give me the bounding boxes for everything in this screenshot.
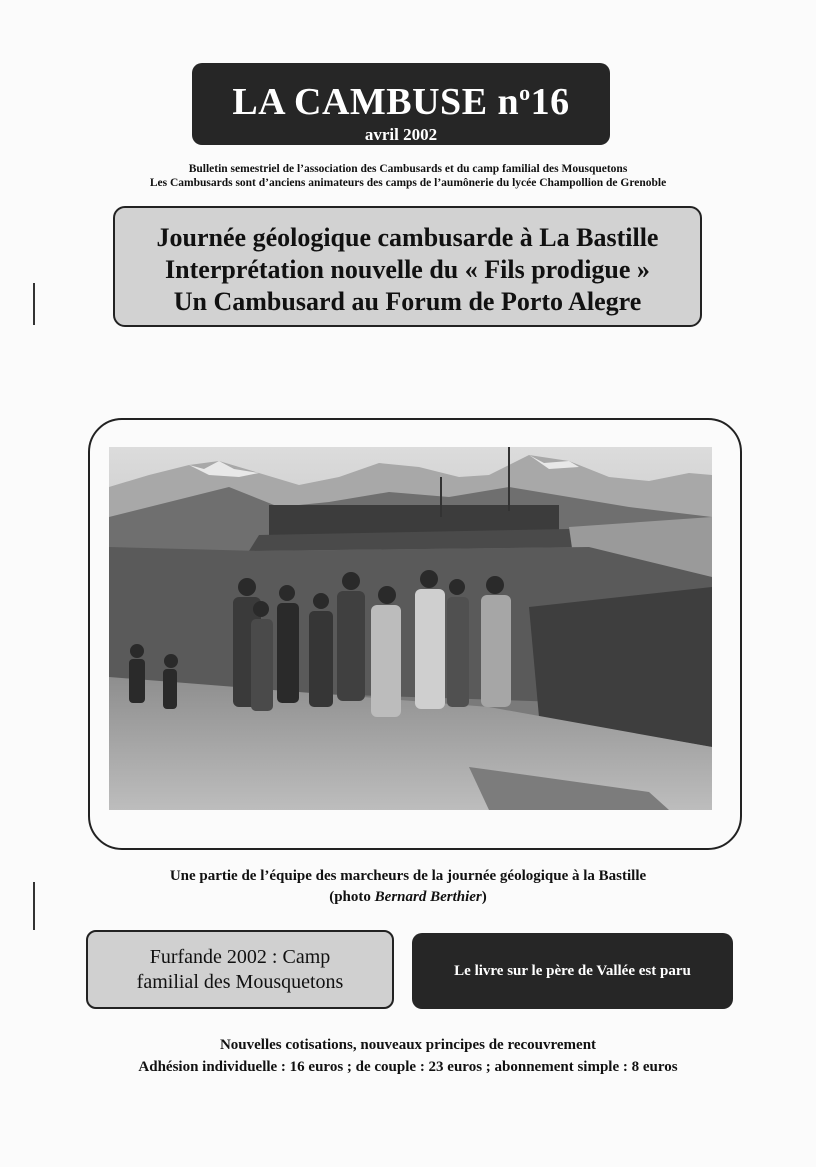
fees-line-1: Nouvelles cotisations, nouveaux principes de recouvrement [219,1037,597,1053]
caption-line-1: Une partie de l’équipe des marcheurs de la journée géologique à la Bastille [169,868,647,884]
binding-mark-bottom [33,882,35,930]
masthead-title: LA CAMBUSE $n^o16$ [232,80,570,123]
book-announcement-box [412,933,733,1009]
hiker-6 [371,586,401,717]
headlines-box [113,206,702,327]
headline-1: Journée géologique cambusarde à La Bastille [156,223,659,252]
hiker-child-2 [163,654,178,709]
fees-line-2: Adhésion individuelle : 16 euros ; de couple : 23 euros ; abonnement simple : 8 euros [138,1059,678,1075]
issue-number: 16 [530,81,570,123]
hiker-8 [447,579,469,707]
binding-mark-top [33,283,35,325]
photo-credit: Bernard Berthier [374,889,482,905]
subtitle-line-1: Bulletin semestriel de l’association des Cambusards et du camp familial des Mousquetons [188,163,628,175]
hiker-5 [337,572,365,701]
membership-fees [40,1034,776,1078]
issue-superscript: o [519,80,531,105]
subtitle-line-2: Les Cambusards sont d’anciens animateurs des camps de l’aumônerie du lycée Champollion de Grenoble [149,177,667,189]
furfande-line-2: familial des Mousquetons [136,971,344,993]
furfande-line-1: Furfande 2002 : Camp [149,946,331,968]
headline-3: Un Cambusard au Forum de Porto Alegre [173,287,642,316]
hiker-7 [415,570,445,709]
photo-caption [60,866,756,908]
headline-2: Interprétation nouvelle du « Fils prodigue » [165,255,650,284]
hiker-9 [481,576,511,707]
caption-line-2: (photo Bernard Berthier) [329,889,487,905]
book-announcement-text: Le livre sur le père de Vallée est paru [454,962,691,979]
group-photo-illustration [109,447,712,810]
masthead [192,63,610,145]
issue-date: avril 2002 [364,125,438,144]
group-photo [109,447,712,810]
hiker-child-1 [129,644,145,703]
furfande-camp-box [86,930,394,1009]
